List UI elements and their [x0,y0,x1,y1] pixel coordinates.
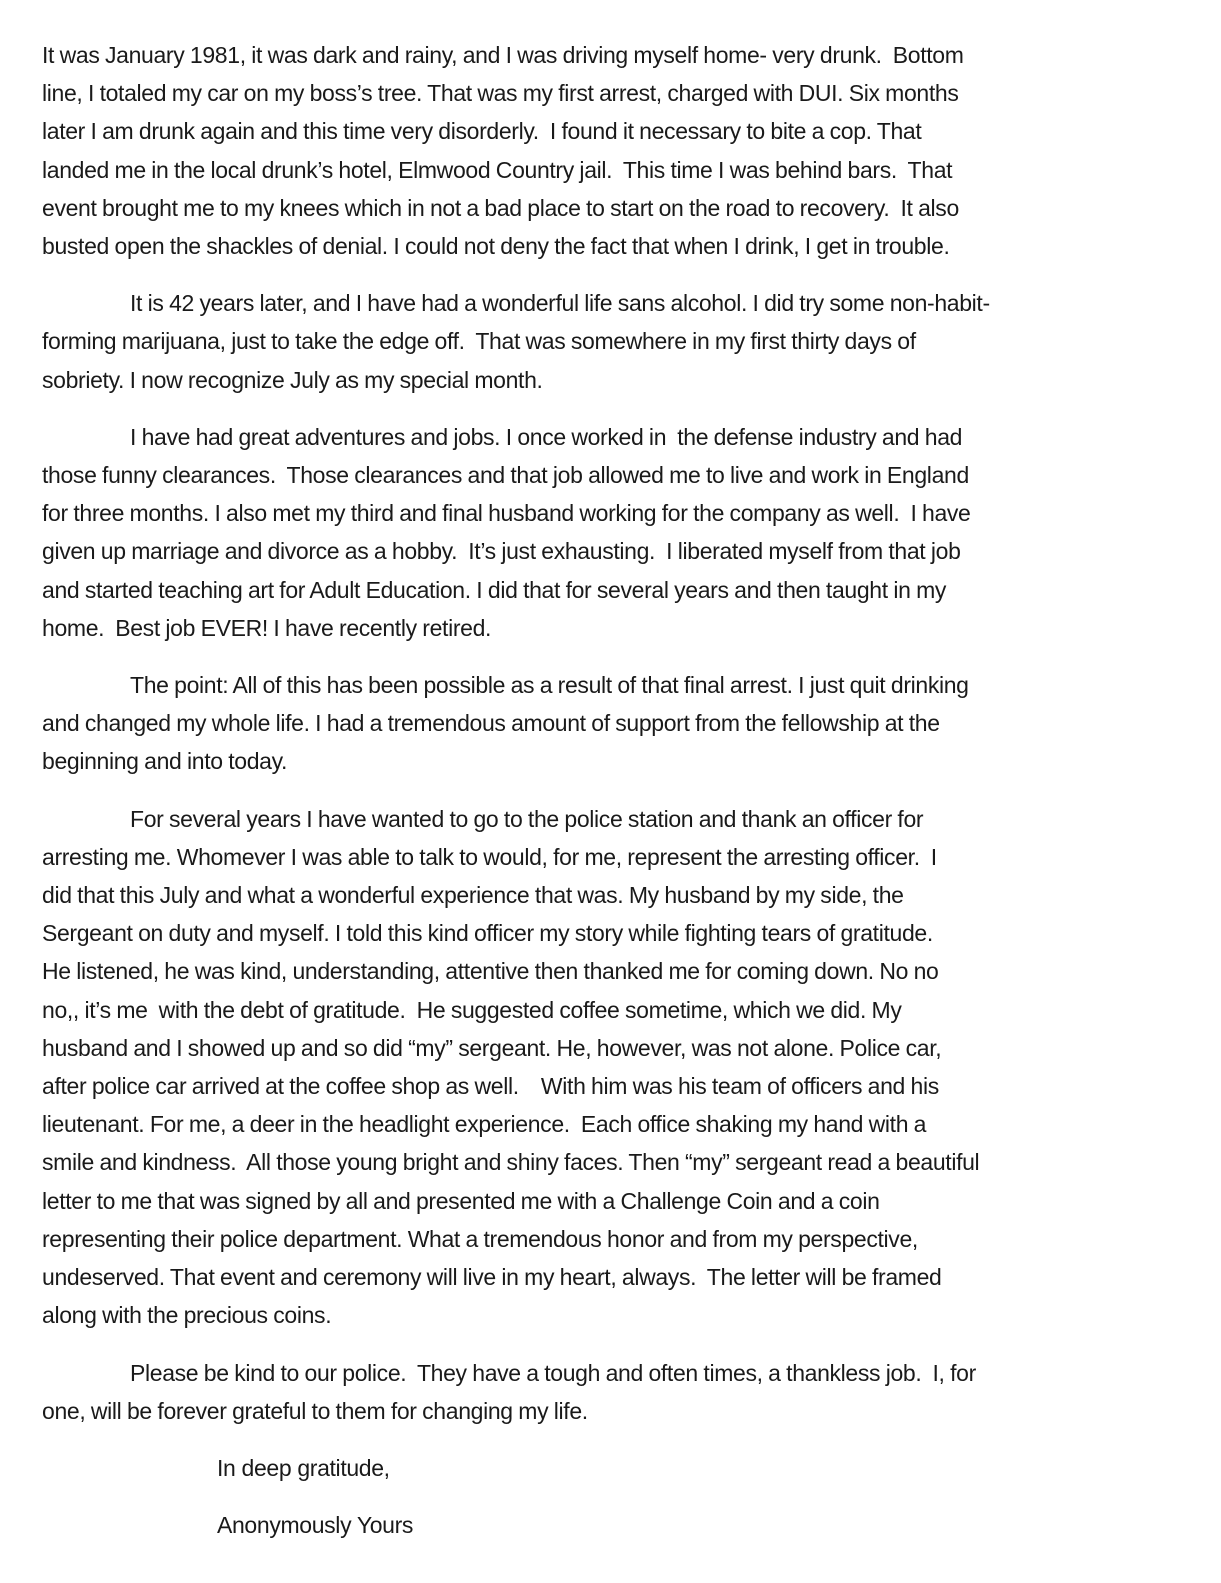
text-line: lieutenant. For me, a deer in the headlight experience. Each office shaking my hand with a [42,1111,927,1138]
text-line: It was January 1981, it was dark and rainy, and I was driving myself home- very drunk. Bottom [42,42,964,68]
paragraph-4 [42,666,1182,781]
text-line: after police car arrived at the coffee shop as well. With him was his team of officers and his [42,1073,939,1100]
paragraph-2 [42,284,1182,399]
text-line: one, will be forever grateful to them for changing my life. [42,1397,588,1424]
letter-body [42,36,1182,1430]
text-line: husband and I showed up and so did “my” sergeant. He, however, was not alone. Police car, [42,1034,942,1061]
paragraph-3 [42,418,1182,647]
text-line: beginning and into today. [42,748,288,775]
paragraph-1 [42,36,1182,265]
paragraph-6 [42,1354,1182,1430]
text-line: He listened, he was kind, understanding, attentive then thanked me for coming down. No no [42,958,939,985]
text-line: along with the precious coins. [42,1302,332,1329]
text-line: and changed my whole life. I had a tremendous amount of support from the fellowship at the [42,710,940,737]
text-line: line, I totaled my car on my boss’s tree. That was my first arrest, charged with DUI. Six months [42,80,959,107]
text-line: Please be kind to our police. They have a tough and often times, a thankless job. I, for [130,1359,976,1386]
text-line: I have had great adventures and jobs. I once worked in the defense industry and had [130,423,963,450]
text-line: later I am drunk again and this time very disorderly. I found it necessary to bite a cop. That [42,118,922,145]
text-line: busted open the shackles of denial. I could not deny the fact that when I drink, I get in trouble. [42,233,950,260]
text-line: Sergeant on duty and myself. I told this kind officer my story while fighting tears of gratitude. [42,920,933,947]
paragraph-5 [42,800,1182,1335]
text-line: those funny clearances. Those clearances and that job allowed me to live and work in England [42,462,969,489]
text-line: representing their police department. What a tremendous honor and from my perspective, [42,1225,918,1252]
text-line: arresting me. Whomever I was able to talk to would, for me, represent the arresting officer. I [42,843,937,870]
text-line: landed me in the local drunk’s hotel, Elmwood Country jail. This time I was behind bars. That [42,156,953,183]
signature-line: Anonymously Yours [217,1511,414,1538]
text-line: home. Best job EVER! I have recently retired. [42,614,492,641]
text-line: event brought me to my knees which in not a bad place to start on the road to recovery. It also [42,194,959,221]
text-line: and started teaching art for Adult Education. I did that for several years and then taught in my [42,576,947,603]
text-line: forming marijuana, just to take the edge off. That was somewhere in my first thirty days of [42,328,916,355]
text-line: no,, it’s me with the debt of gratitude. He suggested coffee sometime, which we did. My [42,996,902,1023]
text-line: smile and kindness. All those young bright and shiny faces. Then “my” sergeant read a beautiful [42,1149,980,1176]
text-line: given up marriage and divorce as a hobby. It’s just exhausting. I liberated myself from that job [42,538,961,565]
text-line: for three months. I also met my third and final husband working for the company as well. I have [42,500,971,527]
text-line: The point: All of this has been possible as a result of that final arrest. I just quit drinking [130,672,969,699]
text-line: undeserved. That event and ceremony will live in my heart, always. The letter will be framed [42,1264,942,1291]
text-line: letter to me that was signed by all and presented me with a Challenge Coin and a coin [42,1187,880,1214]
text-line: did that this July and what a wonderful experience that was. My husband by my side, the [42,882,904,909]
text-line: sobriety. I now recognize July as my special month. [42,366,543,393]
text-line: It is 42 years later, and I have had a wonderful life sans alcohol. I did try some non-habit- [130,290,990,317]
closing-line: In deep gratitude, [217,1454,390,1481]
text-line: For several years I have wanted to go to the police station and thank an officer for [130,805,924,832]
letter-page [42,36,1182,1544]
